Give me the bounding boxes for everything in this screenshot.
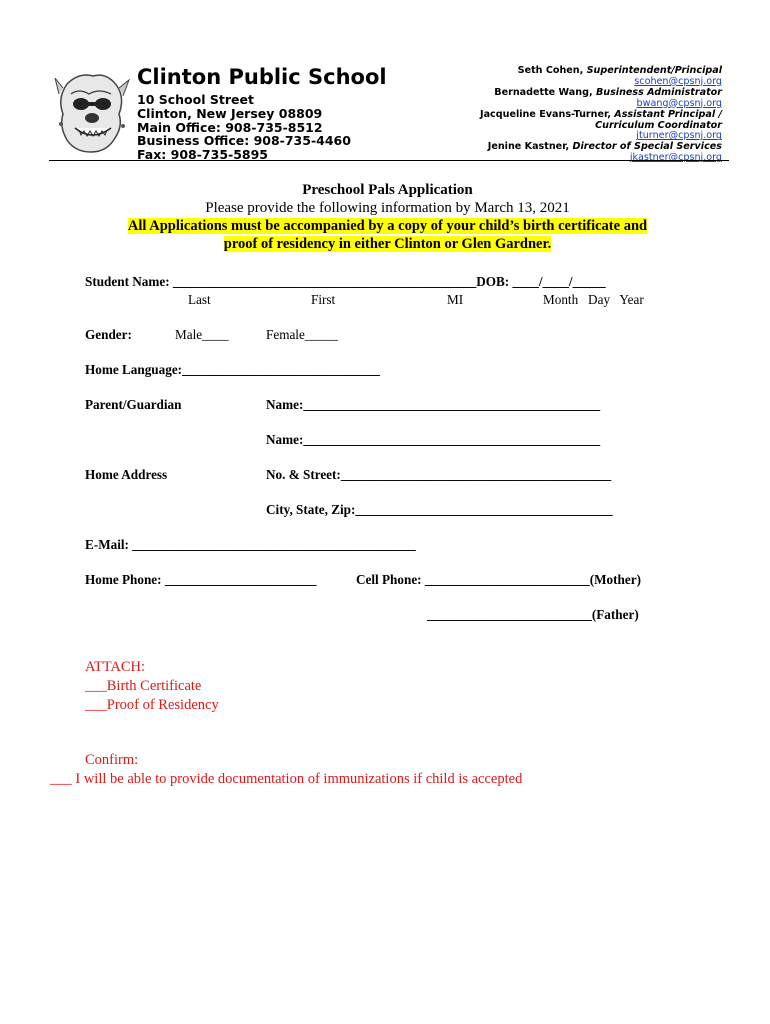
- email-field[interactable]: E-Mail: ___________________________________________: [85, 537, 416, 552]
- notice-line-1: All Applications must be accompanied by a copy of your child’s birth certificate and: [127, 218, 648, 234]
- parent-name-field-1[interactable]: Name:_____________________________________________: [266, 397, 601, 412]
- school-name: Clinton Public School: [137, 65, 387, 89]
- school-address: [137, 93, 351, 162]
- home-phone-field[interactable]: Home Phone: _______________________: [85, 572, 317, 587]
- gender-female-field[interactable]: Female_____: [266, 327, 338, 342]
- staff-directory: [480, 66, 722, 164]
- cell-phone-father-field[interactable]: _________________________(Father): [427, 607, 639, 622]
- city-state-zip-field[interactable]: City, State, Zip:_______________________________________: [266, 502, 613, 517]
- attach-proof-of-residency-checkbox[interactable]: ___Proof of Residency: [85, 697, 219, 713]
- parent-guardian-label: Parent/Guardian: [85, 397, 182, 412]
- phone-business-office: Business Office: 908-735-4460: [137, 133, 351, 149]
- staff-entry: Jenine Kastner, Director of Special Services: [487, 141, 722, 153]
- cell-phone-mother-field[interactable]: Cell Phone: _________________________(Mother): [356, 572, 641, 587]
- home-language-field[interactable]: Home Language:______________________________: [85, 362, 380, 377]
- form-subtitle: Please provide the following information by March 13, 2021: [205, 200, 570, 216]
- fax-number: Fax: 908-735-5895: [137, 147, 269, 163]
- attach-heading: ATTACH:: [85, 659, 146, 675]
- staff-entry: Jacqueline Evans-Turner, Assistant Principal /: [480, 108, 722, 120]
- dob-sublabel: Month Day Year: [543, 292, 644, 307]
- home-address-label: Home Address: [85, 467, 168, 482]
- staff-email-link[interactable]: jturner@cpsnj.org: [636, 130, 722, 142]
- notice-line-2: proof of residency in either Clinton or Glen Gardner.: [223, 236, 552, 252]
- form-title: Preschool Pals Application: [302, 182, 473, 198]
- staff-email-link[interactable]: jkastner@cpsnj.org: [629, 152, 722, 164]
- gender-male-field[interactable]: Male____: [175, 327, 229, 342]
- parent-name-field-2[interactable]: Name:_____________________________________________: [266, 432, 601, 447]
- street-field[interactable]: No. & Street:_________________________________________: [266, 467, 612, 482]
- attach-birth-certificate-checkbox[interactable]: ___Birth Certificate: [85, 678, 202, 694]
- school-logo-bulldog: [49, 64, 134, 160]
- staff-email-link[interactable]: scohen@cpsnj.org: [634, 75, 722, 87]
- staff-email-link[interactable]: bwang@cpsnj.org: [636, 97, 722, 109]
- staff-entry: Bernadette Wang, Business Administrator: [494, 86, 722, 98]
- phone-main-office: Main Office: 908-735-8512: [137, 119, 323, 135]
- gender-label: Gender:: [85, 327, 132, 342]
- name-sublabel-mi: MI: [447, 292, 464, 307]
- staff-title-continued: Curriculum Coordinator: [595, 119, 722, 131]
- confirm-immunization-checkbox[interactable]: ___ I will be able to provide documentation of immunizations if child is accepted: [50, 771, 523, 787]
- name-sublabel-first: First: [311, 292, 336, 307]
- confirm-heading: Confirm:: [85, 752, 139, 768]
- address-line: Clinton, New Jersey 08809: [137, 105, 323, 121]
- header-divider: [49, 160, 729, 161]
- student-name-field[interactable]: Student Name: ______________________________________________DOB: ____/____/_____: [85, 274, 606, 289]
- address-line: 10 School Street: [137, 92, 254, 107]
- name-sublabel-last: Last: [188, 292, 211, 307]
- staff-entry: Seth Cohen, Superintendent/Principal: [517, 65, 722, 76]
